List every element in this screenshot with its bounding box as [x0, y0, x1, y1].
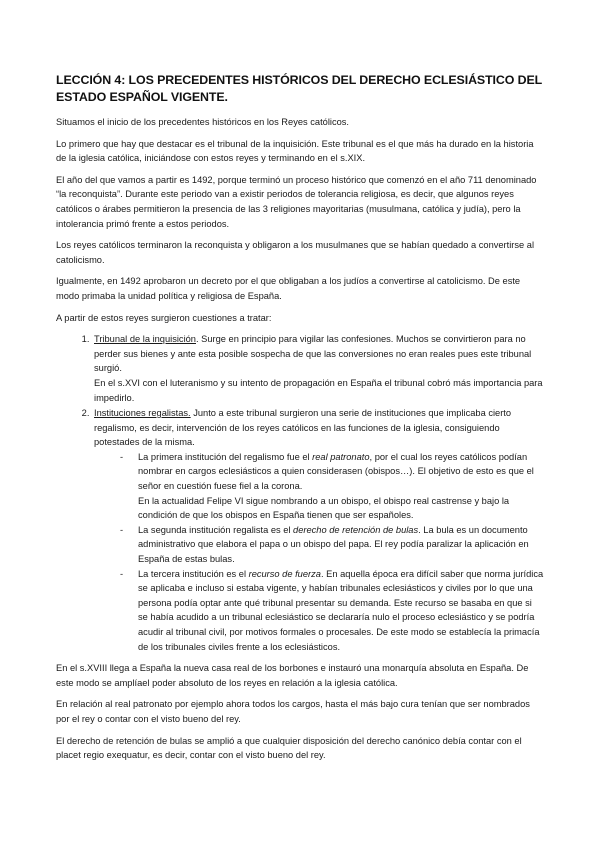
topic-text: . Surge en principio para vigilar las confesiones. Muchos se convirtieron para no perder sus bienes y ante esta posible sospecha de que las conversiones no eran reales pues este tribunal surgió.: [94, 334, 532, 374]
paragraph: En relación al real patronato por ejemplo ahora todos los cargos, hasta el más bajo cura tenían que ser nombrados por el rey o contar con el visto bueno del rey.: [56, 699, 530, 724]
list-item: [120, 523, 544, 567]
paragraph: Igualmente, en 1492 aprobaron un decreto por el que obligaban a los judíos a convertirse al catolicismo. De este modo primaba la unidad política y religiosa de España.: [56, 276, 521, 301]
institution-text: . En aquella época era difícil saber que norma jurídica se aplicaba e incluso si estaba vigente, y habían tribunales eclesiásticos y civiles por lo que una persona podía optar ante qué tribunal presentar su demanda. Este recurso se basaba en que si se había acudido a un tribunal eclesiástico se declararía nulo el proceso eclesiástico y se podría acudir al tribunal civil, por motivos formales o procesales. De este modo se establecía la primacía de los tribunales civiles frente a los eclesiásticos.: [138, 568, 544, 652]
list-item: [92, 406, 544, 654]
paragraph: Situamos el inicio de los precedentes históricos en los Reyes católicos.: [56, 117, 349, 127]
topic-heading: Instituciones regalistas.: [94, 408, 191, 419]
topic-extra: En el s.XVI con el luteranismo y su intento de propagación en España el tribunal cobró más importancia para impedirlo.: [94, 377, 543, 403]
topic-text: Junto a este tribunal surgieron una serie de instituciones que implicaba cierto regalismo, es decir, intervención de los reyes católicos en las funciones de la iglesia, consiguiendo potestades de la misma.: [94, 408, 512, 448]
institution-text: La primera institución del regalismo fue el: [138, 451, 313, 462]
paragraph: El año del que vamos a partir es 1492, porque terminó un proceso histórico que comenzó en el año 711 denominado “la reconquista”. Durante este periodo van a existir periodos de tolerancia religiosa, es decir, que algunos reyes católicos o árabes permitieron la presencia de las 3 religiones mayoritarias (musulmana, católica y judía), pero la intolerancia primó frente a estos periodos.: [56, 174, 537, 229]
institution-term: real patronato: [312, 451, 370, 462]
list-item: [120, 450, 544, 523]
topic-heading: Tribunal de la inquisición: [94, 334, 196, 345]
document-body: [56, 72, 544, 770]
institution-text: La segunda institución regalista es el: [138, 524, 294, 535]
list-item: [120, 567, 544, 655]
institutions-list: [94, 450, 544, 654]
institution-text: . La bula es un documento administrativo que elabora el papa o un obispo del papa. El rey podía paralizar la aplicación en España de estas bulas.: [138, 524, 529, 565]
paragraph: En el s.XVIII llega a España la nueva casa real de los borbones e instauró una monarquía absoluta en España. De este modo se amplíael poder absoluto de los reyes en relación a la iglesia católica.: [56, 663, 529, 688]
paragraph: El derecho de retención de bulas se amplió a que cualquier disposición del derecho canónico debía contar con el placet regio exequatur, es decir, contar con el visto bueno del rey.: [56, 735, 522, 761]
paragraph: A partir de estos reyes surgieron cuestiones a tratar:: [56, 312, 272, 323]
paragraph: Los reyes católicos terminaron la reconquista y obligaron a los musulmanes que se habían quedado a convertirse al catolicismo.: [56, 240, 535, 265]
paragraph: Lo primero que hay que destacar es el tribunal de la inquisición. Este tribunal es el que más ha durado en la historia de la iglesia católica, iniciándose con estos reyes y terminando en el s.XIX.: [56, 138, 534, 164]
institution-term: derecho de retención de bulas: [293, 524, 419, 535]
institution-text: , por el cual los reyes católicos podían nombrar en cargos eclesiásticos a quien considerasen (obispos…). El objetivo de esto es que el señor en cuestión fuese fiel a la corona.: [138, 451, 534, 492]
institution-text: La tercera institución es el: [138, 568, 249, 579]
list-item: [92, 332, 544, 405]
institution-term: recurso de fuerza: [248, 568, 321, 579]
topics-list: [56, 332, 544, 654]
lesson-title: LECCIÓN 4: LOS PRECEDENTES HISTÓRICOS DEL DERECHO ECLESIÁSTICO DEL ESTADO ESPAÑOL VIGENTE.: [56, 73, 542, 104]
institution-extra: En la actualidad Felipe VI sigue nombrando a un obispo, el obispo real castrense y bajo la condición de que los obispos en España tienen que ser españoles.: [138, 495, 510, 521]
